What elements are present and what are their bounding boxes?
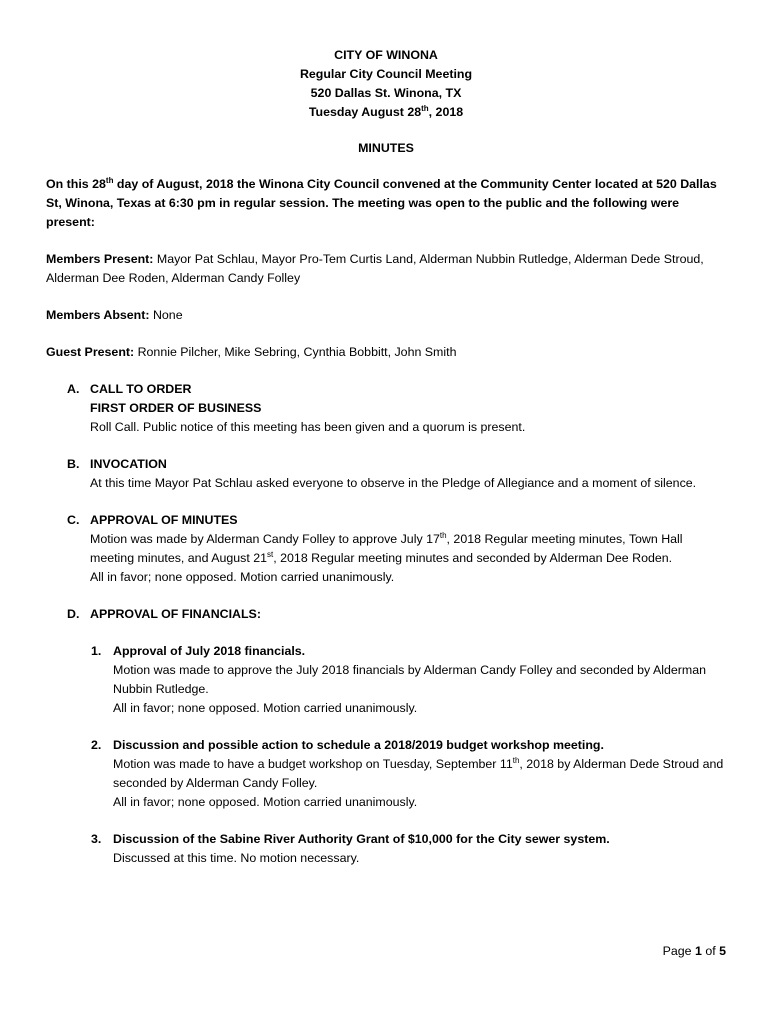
financials-item-1 xyxy=(46,642,726,718)
section-body: Motion was made by Alderman Candy Folley to approve July 17th, 2018 Regular meeting minutes, Town Hall meeting minutes, and August 21st, 2018 Regular meeting minutes and seconded by Alderman Dee Roden. xyxy=(90,530,683,565)
item-number: 1. xyxy=(91,644,102,658)
item-result: All in favor; none opposed. Motion carried unanimously. xyxy=(113,701,418,715)
intro-paragraph: On this 28th day of August, 2018 the Winona City Council convened at the Community Center located at 520 Dallas St, Winona, Texas at 6:30 pm in regular session. The meeting was open to the public and the following were present: xyxy=(46,175,717,229)
item-number: 2. xyxy=(91,738,102,752)
members-absent: Members Absent: None xyxy=(46,308,183,322)
financials-item-3 xyxy=(46,830,726,868)
section-title: APPROVAL OF FINANCIALS: xyxy=(90,607,261,621)
guests-present: Guest Present: Ronnie Pilcher, Mike Sebring, Cynthia Bobbitt, John Smith xyxy=(46,345,457,359)
item-title: Discussion and possible action to schedule a 2018/2019 budget workshop meeting. xyxy=(113,738,604,752)
section-letter: C. xyxy=(67,513,80,527)
section-body: Roll Call. Public notice of this meeting has been given and a quorum is present. xyxy=(90,420,526,434)
section-letter: A. xyxy=(67,382,80,396)
financials-item-2 xyxy=(46,736,726,812)
item-title: Approval of July 2018 financials. xyxy=(113,644,306,658)
item-body: Motion was made to approve the July 2018 financials by Alderman Candy Folley and seconded by Alderman Nubbin Rutledge. xyxy=(113,663,707,696)
members-present: Members Present: Mayor Pat Schlau, Mayor Pro-Tem Curtis Land, Alderman Nubbin Rutledge, Alderman Dede Stroud, Alderman Dee Roden, Alderman Candy Folley xyxy=(46,252,704,285)
meeting-date: Tuesday August 28th, 2018 xyxy=(308,103,464,119)
section-invocation xyxy=(46,455,726,493)
section-letter: D. xyxy=(67,607,80,621)
section-subtitle: FIRST ORDER OF BUSINESS xyxy=(90,401,262,415)
section-title: CALL TO ORDER xyxy=(90,382,192,396)
section-letter: B. xyxy=(67,457,80,471)
item-body: Motion was made to have a budget workshop on Tuesday, September 11th, 2018 by Alderman Dede Stroud and seconded by Alderman Candy Folley. xyxy=(113,755,724,790)
meeting-address: 520 Dallas St. Winona, TX xyxy=(310,86,462,100)
section-approval-of-financials xyxy=(46,605,726,624)
section-title: INVOCATION xyxy=(90,457,167,471)
item-result: All in favor; none opposed. Motion carried unanimously. xyxy=(113,795,418,809)
section-body: At this time Mayor Pat Schlau asked everyone to observe in the Pledge of Allegiance and a moment of silence. xyxy=(90,476,697,490)
page-number: Page 1 of 5 xyxy=(662,944,726,958)
item-number: 3. xyxy=(91,832,102,846)
section-approval-of-minutes xyxy=(46,511,726,587)
section-title: APPROVAL OF MINUTES xyxy=(90,513,238,527)
section-call-to-order xyxy=(46,380,726,437)
item-body: Discussed at this time. No motion necessary. xyxy=(113,851,360,865)
city-name: CITY OF WINONA xyxy=(334,48,438,62)
meeting-type: Regular City Council Meeting xyxy=(299,67,473,81)
document-page xyxy=(46,46,726,868)
minutes-heading: MINUTES xyxy=(358,141,414,155)
section-result: All in favor; none opposed. Motion carried unanimously. xyxy=(90,570,395,584)
item-title: Discussion of the Sabine River Authority Grant of $10,000 for the City sewer system. xyxy=(113,832,610,846)
